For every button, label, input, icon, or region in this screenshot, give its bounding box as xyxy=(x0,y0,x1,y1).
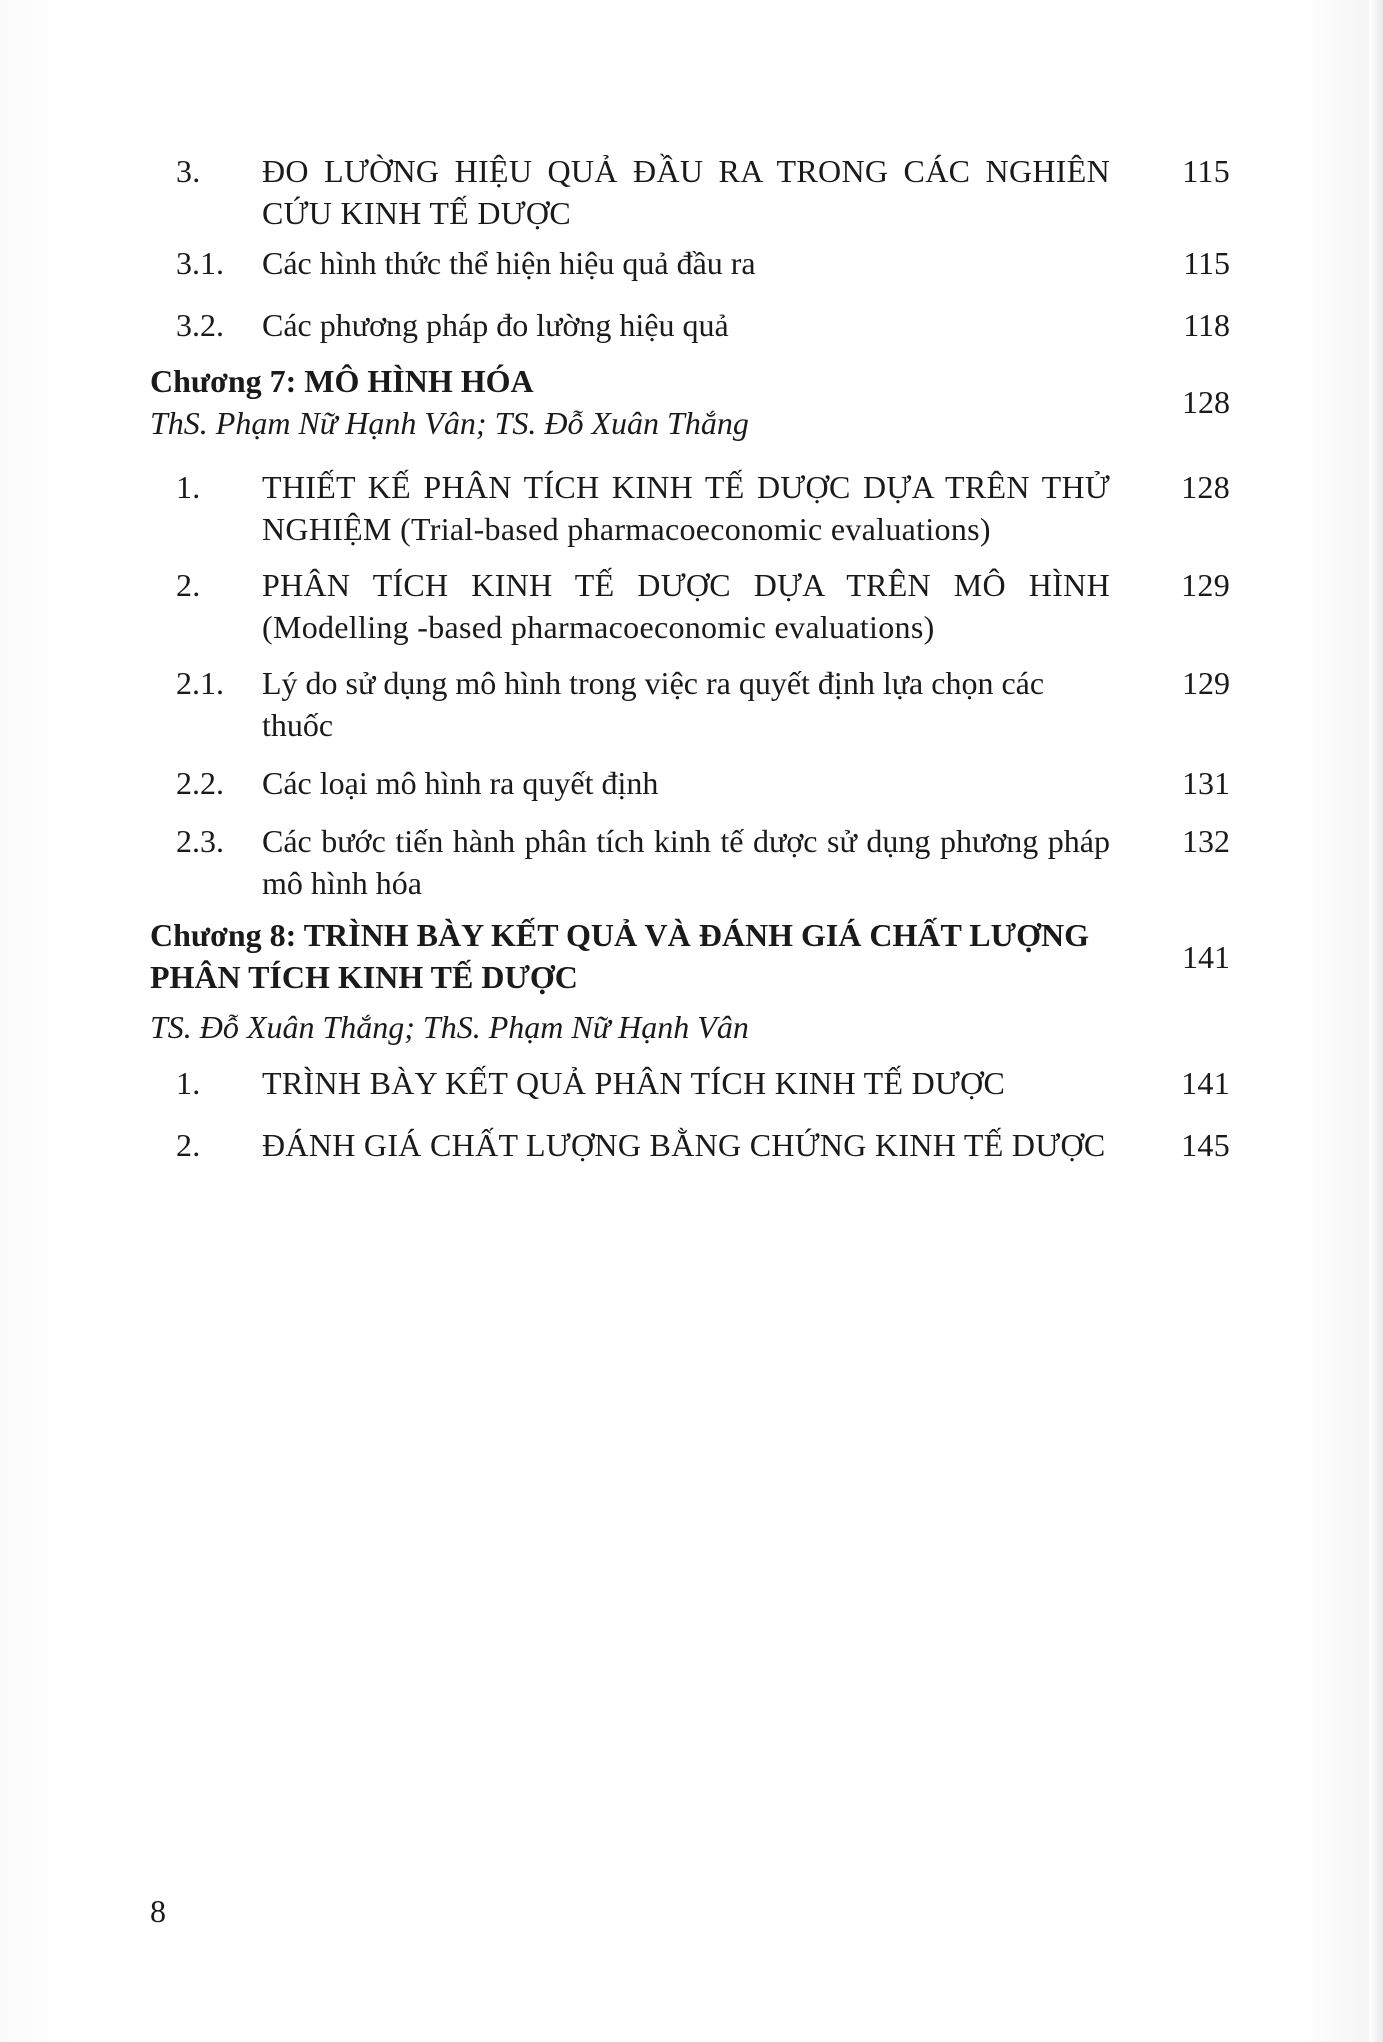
chapter-title: Chương 8: TRÌNH BÀY KẾT QUẢ VÀ ĐÁNH GIÁ CHẤT LƯỢNG PHÂN TÍCH KINH TẾ DƯỢC xyxy=(150,917,1089,995)
entry-page: 118 xyxy=(1183,307,1230,343)
entry-page: 145 xyxy=(1181,1127,1230,1163)
entry-title: Các phương pháp đo lường hiệu quả xyxy=(262,307,729,343)
entry-title: PHÂN TÍCH KINH TẾ DƯỢC DỰA TRÊN MÔ HÌNH (Modelling -based pharmacoeconomic evaluations) xyxy=(262,567,1110,645)
entry-title: ĐO LƯỜNG HIỆU QUẢ ĐẦU RA TRONG CÁC NGHIÊN CỨU KINH TẾ DƯỢC xyxy=(262,153,1110,231)
entry-page: 128 xyxy=(1181,469,1230,505)
entry-number: 1. xyxy=(176,1065,201,1101)
toc-entry xyxy=(150,1124,1230,1166)
entry-page: 129 xyxy=(1181,567,1230,603)
table-of-contents xyxy=(150,150,1230,1166)
entry-page: 131 xyxy=(1182,765,1230,801)
entry-number: 2.1. xyxy=(176,665,224,701)
chapter-heading xyxy=(150,360,1230,444)
entry-title: THIẾT KẾ PHÂN TÍCH KINH TẾ DƯỢC DỰA TRÊN THỬ NGHIỆM (Trial-based pharmacoeconomic evaluations) xyxy=(262,469,1110,547)
entry-number: 2. xyxy=(176,1127,201,1163)
chapter-page: 128 xyxy=(1182,383,1230,420)
entry-number: 3.2. xyxy=(176,307,224,343)
toc-entry xyxy=(150,242,1230,284)
entry-page: 141 xyxy=(1181,1065,1230,1101)
toc-entry xyxy=(150,304,1230,346)
entry-page: 129 xyxy=(1182,665,1230,701)
chapter-authors: ThS. Phạm Nữ Hạnh Vân; TS. Đỗ Xuân Thắng xyxy=(150,405,749,441)
entry-number: 2.3. xyxy=(176,823,224,859)
entry-title: Các bước tiến hành phân tích kinh tế dược sử dụng phương pháp mô hình hóa xyxy=(262,823,1110,901)
entry-title: Lý do sử dụng mô hình trong việc ra quyết định lựa chọn các thuốc xyxy=(262,665,1045,743)
toc-entry xyxy=(150,564,1230,648)
entry-title: Các loại mô hình ra quyết định xyxy=(262,765,659,801)
chapter-heading xyxy=(150,914,1230,1048)
entry-title: ĐÁNH GIÁ CHẤT LƯỢNG BẰNG CHỨNG KINH TẾ DƯỢC xyxy=(262,1127,1106,1163)
toc-entry xyxy=(150,820,1230,904)
toc-entry xyxy=(150,466,1230,550)
chapter-title: Chương 7: MÔ HÌNH HÓA xyxy=(150,363,534,399)
entry-page: 115 xyxy=(1183,245,1230,281)
entry-page: 132 xyxy=(1182,823,1230,859)
entry-number: 3.1. xyxy=(176,245,224,281)
chapter-authors: TS. Đỗ Xuân Thắng; ThS. Phạm Nữ Hạnh Vân xyxy=(150,1009,749,1045)
toc-entry xyxy=(150,662,1230,746)
entry-page: 115 xyxy=(1182,153,1230,189)
toc-entry xyxy=(150,762,1230,804)
entry-number: 3. xyxy=(176,153,201,189)
page-number: 8 xyxy=(150,1893,166,1929)
entry-title: TRÌNH BÀY KẾT QUẢ PHÂN TÍCH KINH TẾ DƯỢC xyxy=(262,1065,1006,1101)
entry-number: 2.2. xyxy=(176,765,224,801)
toc-entry xyxy=(150,150,1230,234)
page-edge-shadow xyxy=(1369,0,1383,2042)
entry-number: 2. xyxy=(176,567,201,603)
entry-title: Các hình thức thể hiện hiệu quả đầu ra xyxy=(262,245,756,281)
entry-number: 1. xyxy=(176,469,201,505)
toc-entry xyxy=(150,1062,1230,1104)
chapter-page: 141 xyxy=(1182,939,1230,975)
